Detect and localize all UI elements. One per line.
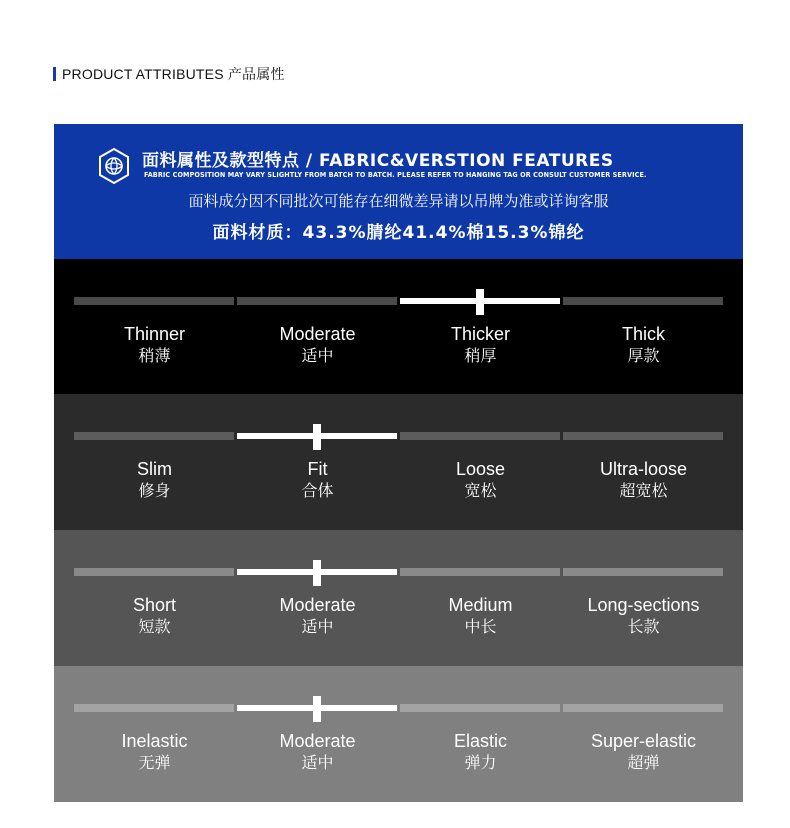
option-label-cn: 厚款: [627, 346, 660, 365]
scale-marker: [476, 289, 484, 315]
scale-marker: [313, 424, 321, 450]
option-label-cn: 弹力: [464, 753, 497, 772]
option-label-cn: 超宽松: [619, 481, 668, 500]
option-label-en: Thicker: [450, 324, 510, 344]
attribute-row-thickness: [54, 259, 743, 395]
scale-segment: [563, 568, 723, 576]
option-label-en: Short: [132, 595, 177, 615]
scale-marker: [313, 696, 321, 722]
scale-segment: [74, 432, 234, 440]
option-label-3: [563, 730, 724, 774]
option-label-2: [400, 323, 561, 367]
attribute-row-length: [54, 530, 743, 666]
option-label-cn: 无弹: [138, 753, 171, 772]
option-label-en: Thick: [621, 324, 665, 344]
option-label-3: [563, 594, 724, 638]
option-label-en: Ultra-loose: [599, 459, 688, 479]
scale-segment: [563, 432, 723, 440]
scale-segment: [400, 568, 560, 576]
option-label-en: Moderate: [279, 731, 356, 751]
option-label-cn: 适中: [301, 617, 334, 636]
option-label-cn: 短款: [138, 617, 171, 636]
option-label-en: Thinner: [123, 324, 186, 344]
header-title: 面料属性及款型特点 / FABRIC&VERSTION FEATURES: [142, 151, 614, 171]
section-title-bar: [53, 67, 56, 81]
scale-segment: [400, 704, 560, 712]
option-label-cn: 宽松: [464, 481, 497, 500]
option-label-cn: 超弹: [627, 753, 660, 772]
option-label-en: Long-sections: [587, 595, 700, 615]
option-label-cn: 中长: [464, 617, 497, 636]
header-subtitle: FABRIC COMPOSITION MAY VARY SLIGHTLY FROM BATCH TO BATCH. PLEASE REFER TO HANGING TAG OR CONSULT CUSTOMER SERVICE.: [144, 170, 647, 179]
option-label-cn: 适中: [301, 346, 334, 365]
fabric-header: [54, 124, 743, 259]
option-label-en: Fit: [307, 459, 328, 479]
scale-segment: [74, 297, 234, 305]
option-label-3: [563, 458, 724, 502]
scale-marker: [313, 560, 321, 586]
option-label-1: [237, 730, 398, 774]
option-label-1: [237, 594, 398, 638]
section-title-text: PRODUCT ATTRIBUTES 产品属性: [62, 66, 285, 82]
section-title: [53, 64, 285, 84]
option-label-en: Loose: [455, 459, 506, 479]
fabric-logo-icon: [97, 147, 131, 185]
option-label-0: [74, 323, 235, 367]
scale-segment: [74, 704, 234, 712]
option-label-cn: 合体: [301, 481, 334, 500]
scale-segment: [237, 297, 397, 305]
option-label-cn: 修身: [138, 481, 171, 500]
option-label-en: Moderate: [279, 324, 356, 344]
option-label-2: [400, 730, 561, 774]
header-note: 面料成分因不同批次可能存在细微差异请以吊牌为准或详询客服: [188, 192, 609, 210]
option-label-cn: 长款: [627, 617, 660, 636]
option-label-en: Super-elastic: [590, 731, 697, 751]
option-label-3: [563, 323, 724, 367]
option-label-cn: 稍厚: [464, 346, 497, 365]
option-label-0: [74, 594, 235, 638]
material-composition: 面料材质：43.3%腈纶41.4%棉15.3%锦纶: [212, 223, 585, 243]
option-label-2: [400, 594, 561, 638]
attribute-row-fit: [54, 394, 743, 530]
scale-segment: [563, 704, 723, 712]
option-label-en: Elastic: [453, 731, 507, 751]
option-label-en: Inelastic: [121, 731, 188, 751]
attribute-row-elasticity: [54, 666, 743, 802]
option-label-cn: 稍薄: [138, 346, 171, 365]
scale-segment: [563, 297, 723, 305]
option-label-1: [237, 323, 398, 367]
option-label-0: [74, 730, 235, 774]
option-label-en: Moderate: [279, 595, 356, 615]
scale-segment: [74, 568, 234, 576]
option-label-en: Slim: [137, 459, 172, 479]
scale-segment: [400, 432, 560, 440]
option-label-cn: 适中: [301, 753, 334, 772]
option-label-2: [400, 458, 561, 502]
option-label-0: [74, 458, 235, 502]
option-label-en: Medium: [448, 595, 513, 615]
option-label-1: [237, 458, 398, 502]
